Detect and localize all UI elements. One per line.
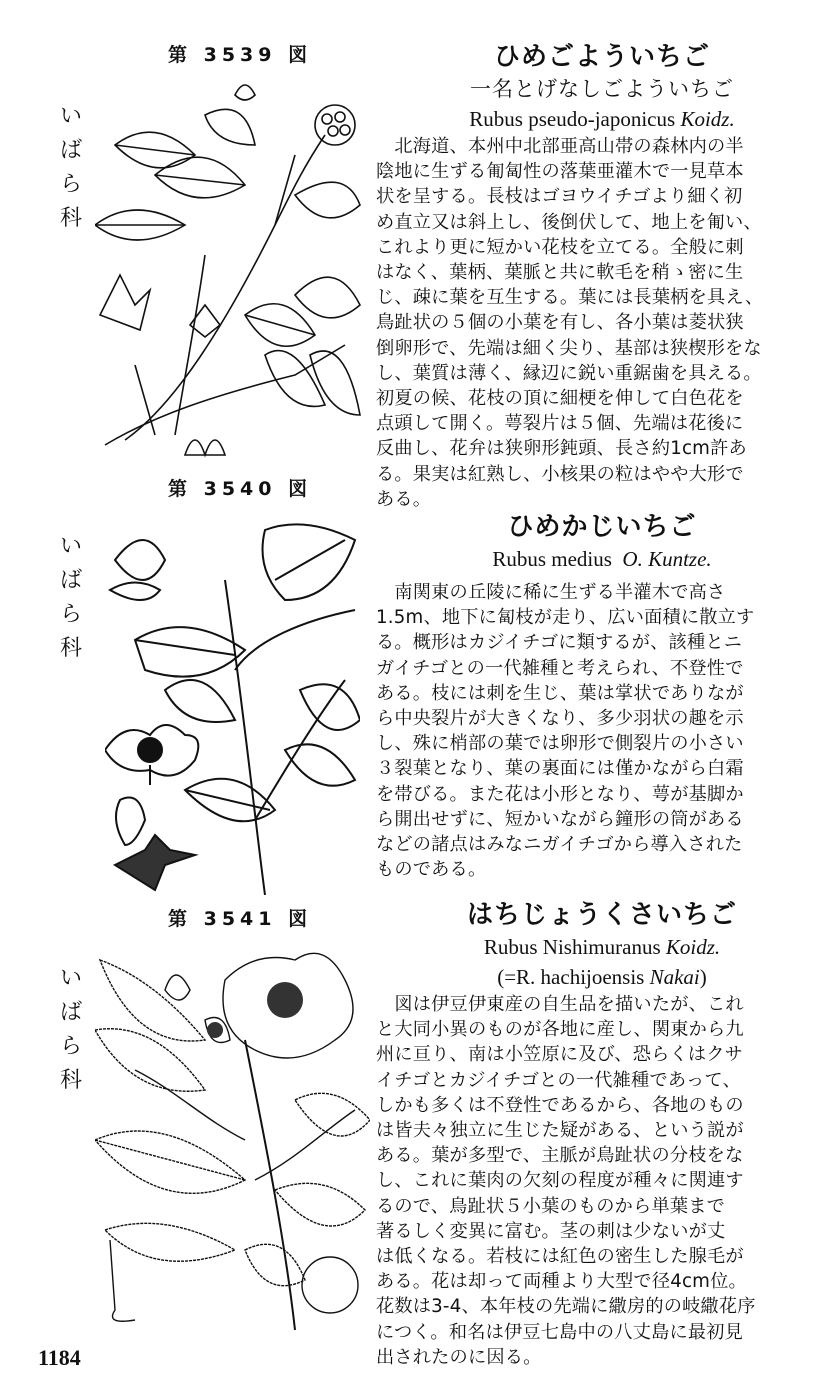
- family-label: [58, 100, 84, 236]
- text-line: ある。: [376, 488, 432, 510]
- text-line: 北海道、本州中北部亜高山帯の森林内の半: [376, 136, 744, 157]
- text-line: 点頭して開く。萼裂片は５個、先端は花後に: [376, 413, 744, 435]
- text-line: 1.5m、地下に匐枝が走り、広い面積に散立す: [376, 607, 755, 629]
- species-entry-rubus-medius: [376, 510, 828, 882]
- figure-label-3541: 第 3541 図: [168, 908, 313, 930]
- family-char: ら: [59, 602, 82, 627]
- text-line: 南関東の丘陵に稀に生ずる半灌木で高さ: [376, 582, 726, 603]
- synonym-close: ): [699, 965, 707, 989]
- page-number: 1184: [38, 1345, 81, 1370]
- text-line: ３裂葉となり、葉の裏面には僅かながら白霜: [376, 758, 744, 780]
- description-text: [376, 134, 828, 512]
- text-line: 州に亘り、南は小笠原に及び、恐らくはクサ: [376, 1044, 744, 1066]
- text-line: は皆夫々独立に生じた疑がある、という説が: [376, 1120, 744, 1142]
- synonym-author: Nakai: [649, 965, 700, 989]
- text-line: 花数は3-4、本年枝の先端に繖房的の岐繖花序: [376, 1296, 756, 1318]
- scientific-name: [376, 544, 828, 574]
- text-line: じ、疎に葉を互生する。葉には長葉柄を具え、: [376, 287, 764, 309]
- sci-name-text: Rubus medius: [492, 547, 612, 571]
- text-line: し、殊に梢部の葉では卵形で側裂片の小さい: [376, 733, 744, 755]
- text-line: などの諸点はみなニガイチゴから導入された: [376, 834, 743, 856]
- text-line: るので、鳥趾状５小葉のものから単葉まで: [376, 1195, 725, 1217]
- plant-illustration-rubus-nishimuranus: [95, 940, 370, 1330]
- text-line: は低くなる。若枝には紅色の密生した腺毛が: [376, 1246, 744, 1268]
- species-entry-rubus-pseudo-japonicus: [376, 40, 828, 512]
- species-entry-rubus-nishimuranus: [376, 898, 828, 1370]
- figure-label-3540: 第 3540 図: [168, 478, 313, 500]
- text-line: ある。枝には刺を生じ、葉は掌状でありなが: [376, 682, 744, 704]
- text-line: 出されたのに因る。: [376, 1346, 542, 1368]
- text-line: これより更に短かい花枝を立てる。全般に刺: [376, 236, 744, 258]
- family-char: ら: [59, 172, 82, 197]
- japanese-name: はちじょうくさいちご: [466, 900, 737, 930]
- text-line: 反曲し、花弁は狭卵形鈍頭、長さ約1cm許あ: [376, 438, 747, 460]
- family-char: 科: [59, 1068, 82, 1093]
- family-char: ば: [59, 138, 82, 163]
- text-line: ら中央裂片が大きくなり、多少羽状の趣を示: [376, 708, 744, 730]
- text-line: 陰地に生ずる匍匐性の落葉亜灌木で一見草本: [376, 161, 744, 183]
- family-char: い: [59, 104, 82, 129]
- text-line: め直立又は斜上し、後倒伏して、地上を匍い、: [376, 211, 762, 233]
- synonym-text: (=R. hachijoensis: [497, 965, 650, 989]
- text-line: を帯びる。また花は小形となり、萼が基脚か: [376, 783, 744, 805]
- text-line: はなく、葉柄、葉脈と共に軟毛を稍ゝ密に生: [376, 262, 744, 284]
- text-line: につく。和名は伊豆七島中の八丈島に最初見: [376, 1321, 744, 1343]
- text-line: ある。花は却って両種より大型で径4cm位。: [376, 1271, 747, 1293]
- japanese-name: ひめかじいちご: [507, 512, 697, 542]
- text-line: し、葉質は薄く、縁辺に鋭い重鋸歯を具える。: [376, 362, 762, 384]
- family-char: ば: [59, 568, 82, 593]
- family-char: 科: [59, 206, 82, 231]
- figure-label-3539: 第 3539 図: [168, 44, 313, 66]
- text-line: 著るしく変異に富む。茎の刺は少ないが丈: [376, 1220, 726, 1242]
- text-line: ある。葉が多型で、主脈が鳥趾状の分枝をな: [376, 1145, 744, 1167]
- text-line: 状を呈する。長枝はゴヨウイチゴより細く初: [376, 186, 743, 208]
- sci-name-text: Rubus Nishimuranus: [483, 935, 661, 959]
- text-line: 鳥趾状の５個の小葉を有し、各小葉は菱状狭: [376, 312, 744, 334]
- sci-author: Koidz.: [665, 935, 721, 959]
- description-text: [376, 580, 828, 882]
- text-line: る。果実は紅熟し、小核果の粒はやや大形で: [376, 463, 744, 485]
- text-line: し、これに葉肉の欠刻の程度が種々に関連す: [376, 1170, 744, 1192]
- text-line: しかも多くは不登性であるから、各地のもの: [376, 1094, 744, 1116]
- family-label: [58, 962, 84, 1098]
- scientific-synonym: [376, 962, 828, 992]
- text-line: と大同小異のものが各地に産し、関東から九: [376, 1019, 744, 1041]
- family-char: い: [59, 966, 82, 991]
- text-line: イチゴとカジイチゴとの一代雑種であって、: [376, 1069, 741, 1091]
- plant-illustration-rubus-pseudo-japonicus: [95, 75, 365, 465]
- description-text: [376, 992, 828, 1370]
- text-line: ら開出せずに、短かいながら鐘形の筒がある: [376, 808, 744, 830]
- sci-name-text: Rubus pseudo-japonicus: [469, 107, 676, 131]
- family-char: い: [59, 534, 82, 559]
- text-line: 初夏の候、花枝の頂に細梗を伸して白色花を: [376, 388, 744, 410]
- sci-author: Koidz.: [680, 107, 735, 131]
- family-char: 科: [59, 636, 82, 661]
- text-line: る。概形はカジイチゴに類するが、該種とニ: [376, 632, 743, 654]
- family-char: ら: [59, 1034, 82, 1059]
- text-line: ガイチゴとの一代雑種と考えられ、不登性で: [376, 657, 744, 679]
- text-line: ものである。: [376, 859, 487, 881]
- scientific-name: [376, 932, 828, 962]
- text-line: 倒卵形で、先端は細く尖り、基部は狭楔形をな: [376, 337, 762, 359]
- text-line: 図は伊豆伊東産の自生品を描いたが、これ: [376, 994, 744, 1015]
- alternate-name: 一名とげなしごよういちご: [470, 77, 734, 101]
- sci-author: O. Kuntze.: [622, 547, 712, 571]
- family-char: ば: [59, 1000, 82, 1025]
- japanese-name: ひめごよういちご: [493, 42, 710, 72]
- scientific-name: [376, 104, 828, 134]
- family-label: [58, 530, 84, 666]
- plant-illustration-rubus-medius: [105, 520, 360, 895]
